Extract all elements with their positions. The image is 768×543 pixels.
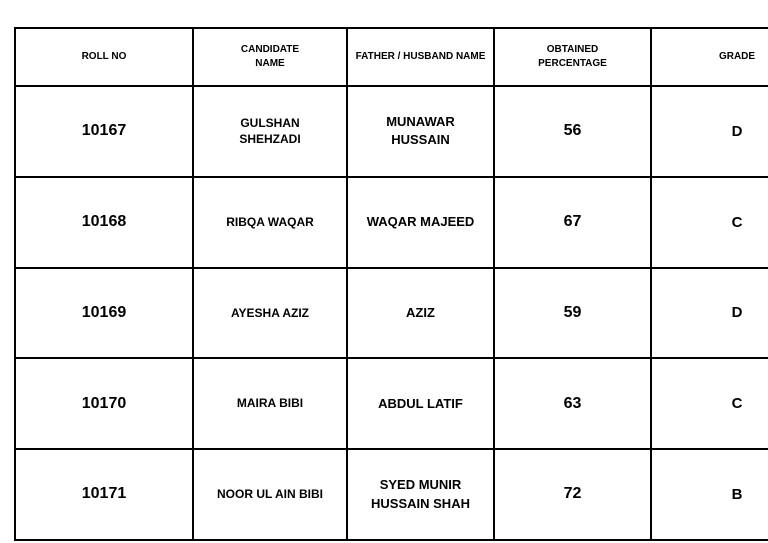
table-body (15, 86, 768, 540)
table-row (15, 358, 768, 449)
cell-roll-no: 10167 (15, 86, 193, 177)
table-row (15, 449, 768, 540)
header-obtained-percentage: OBTAINED PERCENTAGE (494, 28, 651, 86)
table-row (15, 268, 768, 359)
table-header (15, 28, 768, 86)
cell-father-husband-name: ABDUL LATIF (347, 358, 494, 449)
cell-father-husband-name: MUNAWAR HUSSAIN (347, 86, 494, 177)
cell-roll-no: 10169 (15, 268, 193, 359)
cell-candidate-name: AYESHA AZIZ (193, 268, 347, 359)
cell-father-husband-name: WAQAR MAJEED (347, 177, 494, 268)
results-table (14, 27, 768, 541)
header-candidate-name: CANDIDATE NAME (193, 28, 347, 86)
cell-obtained-percentage: 56 (494, 86, 651, 177)
cell-obtained-percentage: 63 (494, 358, 651, 449)
cell-obtained-percentage: 59 (494, 268, 651, 359)
cell-grade: C (651, 177, 768, 268)
cell-candidate-name: GULSHAN SHEHZADI (193, 86, 347, 177)
header-roll-no: ROLL NO (15, 28, 193, 86)
cell-obtained-percentage: 67 (494, 177, 651, 268)
cell-father-husband-name: SYED MUNIR HUSSAIN SHAH (347, 449, 494, 540)
table-row (15, 177, 768, 268)
cell-obtained-percentage: 72 (494, 449, 651, 540)
header-grade: GRADE (651, 28, 768, 86)
cell-roll-no: 10170 (15, 358, 193, 449)
cell-candidate-name: RIBQA WAQAR (193, 177, 347, 268)
cell-father-husband-name: AZIZ (347, 268, 494, 359)
cell-grade: D (651, 268, 768, 359)
header-father-husband-name: FATHER / HUSBAND NAME (347, 28, 494, 86)
cell-candidate-name: MAIRA BIBI (193, 358, 347, 449)
cell-grade: D (651, 86, 768, 177)
cell-grade: C (651, 358, 768, 449)
header-row (15, 28, 768, 86)
cell-roll-no: 10168 (15, 177, 193, 268)
cell-roll-no: 10171 (15, 449, 193, 540)
table-row (15, 86, 768, 177)
cell-candidate-name: NOOR UL AIN BIBI (193, 449, 347, 540)
cell-grade: B (651, 449, 768, 540)
